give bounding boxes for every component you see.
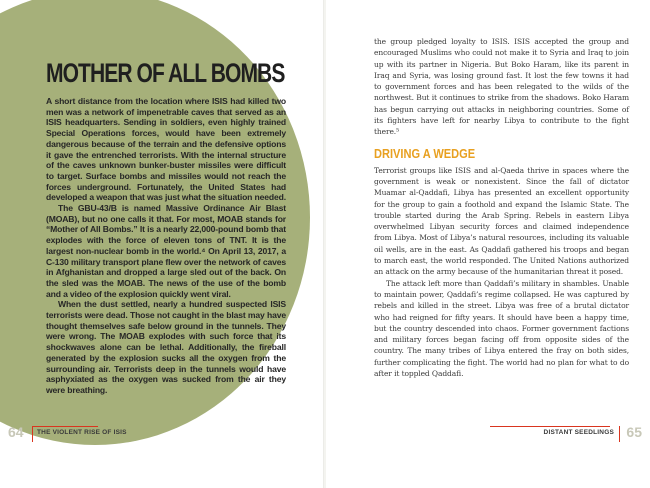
- sidebar-paragraph-3: When the dust settled, nearly a hundred suspected ISIS terrorists were dead. Those not caught in the blast may have thought themselves safe below ground in the tunnels. They were wrong. The MOAB explodes with such force that its shockwaves alone can be lethal. Additionally, the fireball generated by the explosion sucks all the oxygen from the surrounding air. Terrorists deep in the tunnels would have asphyxiated as the oxygen was sucked from the air they were breathing.: [46, 299, 286, 395]
- running-head-right: DISTANT SEEDLINGS: [543, 429, 614, 436]
- footer-rule-vertical: [619, 426, 620, 442]
- right-page: [326, 0, 650, 488]
- section-heading: DRIVING A WEDGE: [374, 145, 476, 161]
- body-paragraph-1: the group pledged loyalty to ISIS. ISIS accepted the group and encouraged Muslims who could not make it to Syria and Iraq to join up with its partner in Nigeria. But Boko Haram, like its parent in Iraq and Syria, was losing ground fast. It lost the few towns it had to government forces and has been relegated to the wilds of the northwest. But it continues to strike from the shadows. Boko Haram has begun carrying out attacks in neighboring countries. Some of its fighters have left for nearby Libya to contribute to the fight there.⁵: [374, 37, 629, 137]
- sidebar-article: [46, 58, 286, 396]
- body-paragraph-2: Terrorist groups like ISIS and al-Qaeda thrive in spaces where the government is weak or nonexistent. Since the fall of dictator Muamar al-Qaddafi, Libya has presented an excellent opportunity for the group to gain a foothold and expand the Islamic State. The trouble started during the Arab Spring. Rebels in eastern Libya overwhelmed Libyan security forces and claimed independence from Libya. Most of Libya’s natural resources, including its valuable oil wells, are in the east. As Qaddafi gathered his troops and began to march east, the world responded. The United Nations authorized an attack on the army because of the humanitarian threat it posed.: [374, 165, 629, 277]
- sidebar-paragraph-2: The GBU-43/B is named Massive Ordinance Air Blast (MOAB), but no one calls it that. For most, MOAB stands for “Mother of All Bombs.” It is a nearly 22,000-pound bomb that explodes with the force of eleven tons of TNT. It is the largest non-nuclear bomb in the world.⁴ On April 13, 2017, a C-130 military transport plane flew over the network of caves in Afghanistan and dropped a large sled out of the back. On the sled was the MOAB. The news of the use of the bomb and a video of the explosion quickly went viral.: [46, 203, 286, 299]
- footer-rule-vertical: [32, 426, 33, 442]
- footer-rule-horizontal: [490, 426, 610, 427]
- sidebar-paragraph-1: A short distance from the location where ISIS had killed two men was a network of impenetrable caves that served as an ISIS headquarters. Sending in soldiers, even highly trained Special Operations forces, would have been extremely dangerous because of the terrain and the defensive options it gave the entrenched terrorists. With the internal structure of the caves unknown bunker-buster missiles were difficult to target. Surface bombs and missiles would not reach the forces underground. Fortunately, the United States had developed a weapon that was just what the situation needed.: [46, 96, 286, 203]
- page-number-left: 64: [8, 424, 24, 440]
- sidebar-title: MOTHER OF ALL BOMBS: [46, 58, 285, 88]
- left-footer: [8, 424, 308, 444]
- main-text: [374, 36, 629, 379]
- right-footer: [476, 424, 642, 444]
- left-page: [0, 0, 324, 488]
- running-head-left: THE VIOLENT RISE OF ISIS: [37, 429, 127, 436]
- body-paragraph-3: The attack left more than Qaddafi’s military in shambles. Unable to maintain power, Qaddafi’s regime collapsed. He was captured by rebels and killed in the street. Libya was free of a brutal dictator who had reigned for fifty years. It should have been a happy time, but the country descended into chaos. Former government factions and military forces began facing off from opposite sides of the country. The many tribes of Libya entered the fray on both sides, further complicating the fight. The world had no plan for what to do after it toppled Qaddafi.: [374, 278, 629, 379]
- footer-rule-horizontal: [32, 426, 98, 427]
- page-number-right: 65: [626, 424, 642, 440]
